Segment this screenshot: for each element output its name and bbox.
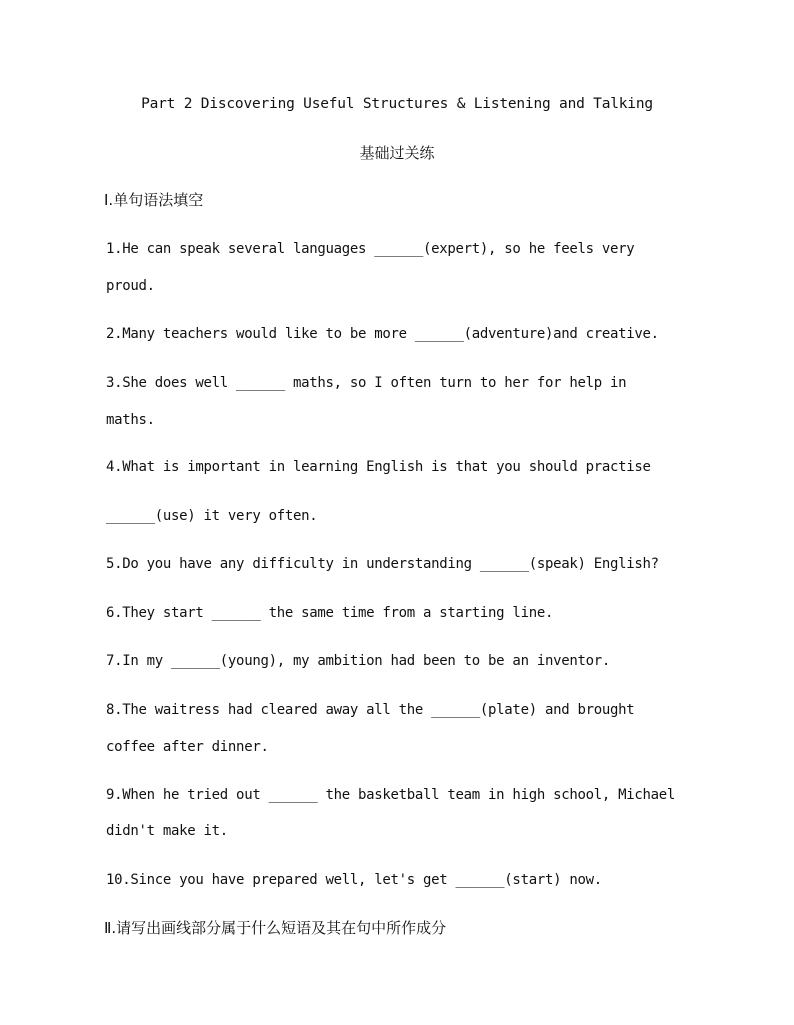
section-1-heading: Ⅰ.单句语法填空 (104, 191, 204, 209)
question-4-line-2: ______(use) it very often. (106, 508, 318, 524)
page-subtitle: 基础过关练 (359, 144, 435, 162)
page-title: Part 2 Discovering Useful Structures & Listening and Talking (141, 96, 653, 112)
question-2-line-1: 2.Many teachers would like to be more ______(adventure)and creative. (106, 326, 659, 342)
question-3-line-1: 3.She does well ______ maths, so I often turn to her for help in (106, 375, 627, 391)
question-8-line-2: coffee after dinner. (106, 739, 269, 755)
question-7-line-1: 7.In my ______(young), my ambition had been to be an inventor. (106, 653, 610, 669)
question-8-line-1: 8.The waitress had cleared away all the ______(plate) and brought (106, 702, 635, 718)
section-2-heading: Ⅱ.请写出画线部分属于什么短语及其在句中所作成分 (104, 919, 447, 937)
question-1-line-1: 1.He can speak several languages ______(expert), so he feels very (106, 241, 635, 257)
question-4-line-1: 4.What is important in learning English is that you should practise (106, 459, 651, 475)
question-6-line-1: 6.They start ______ the same time from a starting line. (106, 605, 554, 621)
question-1-line-2: proud. (106, 278, 155, 294)
question-10-line-1: 10.Since you have prepared well, let's get ______(start) now. (106, 872, 602, 888)
question-9-line-2: didn't make it. (106, 823, 228, 839)
question-3-line-2: maths. (106, 412, 155, 428)
question-9-line-1: 9.When he tried out ______ the basketball team in high school, Michael (106, 787, 676, 803)
question-5-line-1: 5.Do you have any difficulty in understanding ______(speak) English? (106, 556, 659, 572)
